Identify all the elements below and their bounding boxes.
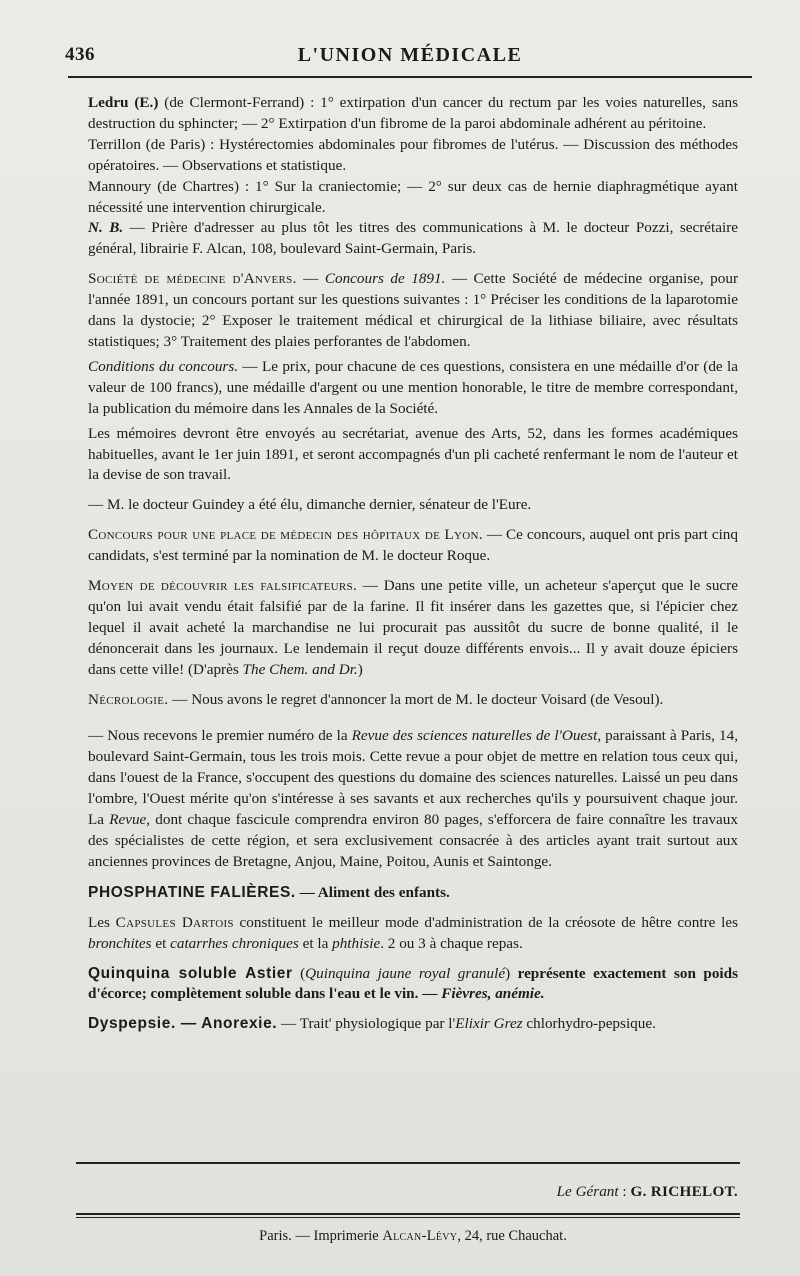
ad-dyspepsie: Dyspepsie. — Anorexie. — Trait' physiologique par l'Elixir Grez chlorhydro-pepsique. [88, 1015, 656, 1033]
paragraph-ledru: Ledru (E.) (de Clermont-Ferrand) : 1° extirpation d'un cancer du rectum par les voies naturelles, sans destruction du sphincter; — 2° Extirpation d'un fibrome de la paroi abdominale adhérent au péritoine. [88, 94, 738, 132]
paragraph-falsificateurs: Moyen de découvrir les falsificateurs. — Dans une petite ville, un acheteur s'aperçut que le sucre qu'on lui avait vendu était falsifié par de la farine. Il fit insérer dans les gazettes que, si l'épicier chez lequel il avait acheté la marchandise ne lui procurait pas aussitôt du sucre de bonne qualité, il le dénoncerait dans les journaux. Le lendemain il reçut douze différents envois... Il y avait douze épiciers dans cette ville! (D'après The Chem. and Dr.) [88, 577, 738, 678]
paragraph-conditions: Conditions du concours. — Le prix, pour chacune de ces questions, consistera en une médaille d'or (de la valeur de 100 francs), une médaille d'argent ou une mention honorable, le titre de membre correspondant, la publication du mémoire dans les Annales de la Société. [88, 357, 738, 417]
manager-signature: Le Gérant : G. RICHELOT. [556, 1183, 738, 1200]
footer-rule-bottom-2 [76, 1217, 740, 1218]
paragraph-revue: — Nous recevons le premier numéro de la Revue des sciences naturelles de l'Ouest, paraissant à Paris, 14, boulevard Saint-Germain, tous les trois mois. Cette revue a pour objet de mettre en relation tous ceux qui, dans l'ouest de la France, s'occupent des questions du domaine des sciences naturelles. Laissé un peu dans l'ombre, l'Ouest mérite qu'on s'intéresse à ses savants et aux recherches qu'ils y poursuivent chaque jour. La Revue, dont chaque fascicule comprendra environ 80 pages, s'efforcera de faire connaître les travaux des spécialistes de cette région, et sera exclusivement consacrée à des articles ayant trait surtout aux anciennes provinces de Bretagne, Anjou, Maine, Poitou, Aunis et Saintonge. [88, 727, 738, 870]
page-number: 436 [65, 44, 95, 65]
page-header [65, 44, 755, 74]
paragraph-guindey: — M. le docteur Guindey a été élu, dimanche dernier, sénateur de l'Eure. [88, 496, 532, 514]
paragraph-mannoury: Mannoury (de Chartres) : 1° Sur la craniectomie; — 2° sur deux cas de hernie diaphragmétique ayant nécessité une intervention chirurgicale. [88, 177, 738, 216]
footer-rule-bottom [76, 1213, 740, 1215]
ad-phosphatine: PHOSPHATINE FALIÈRES. — Aliment des enfants. [88, 883, 450, 901]
ad-quinquina: Quinquina soluble Astier (Quinquina jaune royal granulé) représente exactement son poids d'écorce; complètement soluble dans l'eau et le vin. — Fièvres, anémie. [88, 964, 739, 1003]
footer-rule-top [76, 1162, 740, 1164]
article-body [88, 93, 738, 1035]
running-title: L'UNION MÉDICALE [297, 44, 523, 66]
paragraph-necrologie: Nécrologie. — Nous avons le regret d'annoncer la mort de M. le docteur Voisard (de Vesoul). [88, 690, 664, 708]
paragraph-anvers: Société de médecine d'Anvers. — Concours de 1891. — Cette Société de médecine organise, pour l'année 1891, un concours portant sur les questions suivantes : 1° Préciser les conditions de la laparotomie dans la dystocie; 2° Exposer le traitement médical et chirurgical de la lithiase biliaire, avec résultats statistiques; 3° Traitement des plaies perforantes de l'abdomen. [88, 270, 738, 350]
paragraph-lyon: Concours pour une place de médecin des hôpitaux de Lyon. — Ce concours, auquel ont pris part cinq candidats, s'est terminé par la nomination de M. le docteur Roque. [88, 526, 738, 565]
ad-capsules: Les Capsules Dartois constituent le meilleur mode d'administration de la créosote de hêtre contre les bronchites et catarrhes chroniques et la phthisie. 2 ou 3 à chaque repas. [88, 913, 738, 952]
paragraph-terrillon: Terrillon (de Paris) : Hystérectomies abdominales pour fibromes de l'utérus. — Discussion des méthodes opératoires. — Observations et statistique. [88, 135, 738, 174]
header-rule [68, 76, 752, 78]
paragraph-nb: N. B. — Prière d'adresser au plus tôt les titres des communications à M. le docteur Pozzi, secrétaire général, librairie F. Alcan, 108, boulevard Saint-Germain, Paris. [88, 219, 738, 258]
printer-imprint: Paris. — Imprimerie Alcan-Lévy, 24, rue Chauchat. [259, 1228, 567, 1244]
paragraph-memoires: Les mémoires devront être envoyés au secrétariat, avenue des Arts, 52, dans les formes académiques habituelles, avant le 1er juin 1891, et seront accompagnés d'un pli cacheté renfermant le nom de l'auteur et la devise de son travail. [88, 424, 738, 484]
